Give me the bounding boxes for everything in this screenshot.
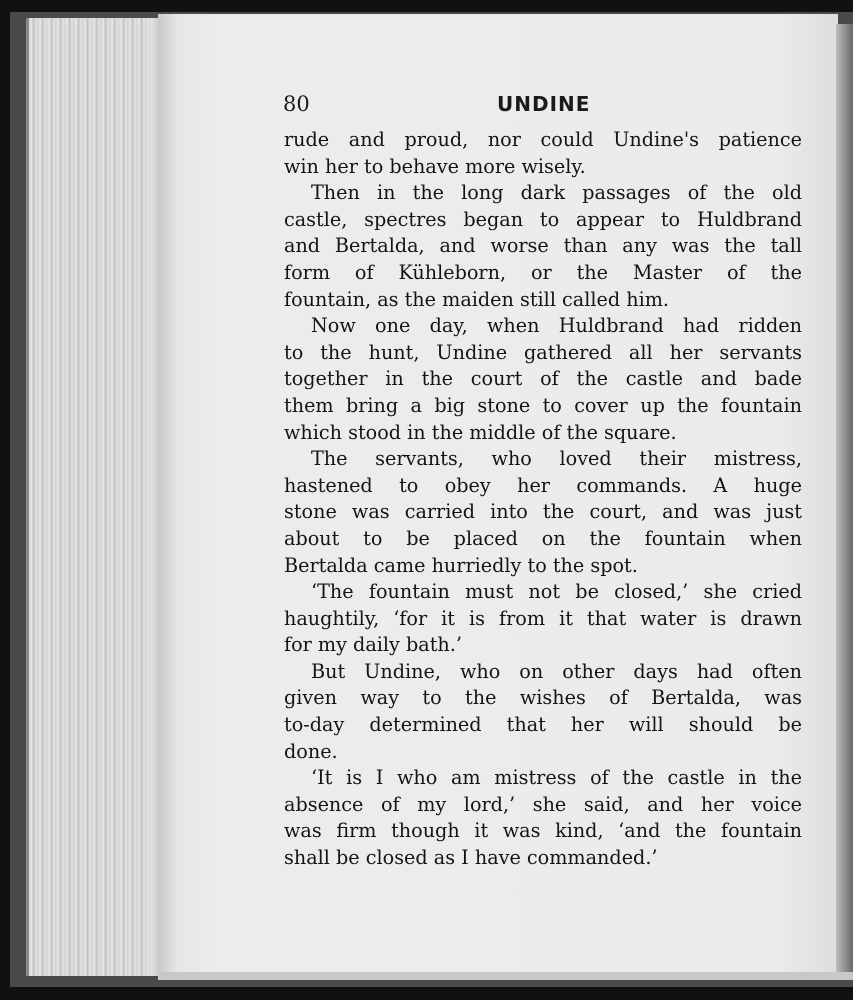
text-line: about to be placed on the fountain when [284,526,802,550]
text-line: was firm though it was kind, ‘and the fountain [284,819,802,843]
page-number: 80 [283,92,310,116]
text-line: them bring a big stone to cover up the fountain [284,393,802,417]
text-line: form of Kühleborn, or the Master of the [284,260,802,284]
text-line: Then in the long dark passages of the old [311,181,802,205]
paragraph [284,659,802,765]
text-line: Now one day, when Huldbrand had ridden [311,314,802,338]
text-line: absence of my lord,’ she said, and her voice [284,792,802,816]
text-line: The servants, who loved their mistress, [311,447,802,471]
text-line: hastened to obey her commands. A huge [284,473,802,497]
text-line: given way to the wishes of Bertalda, was [284,686,802,710]
text-line: and Bertalda, and worse than any was the tall [284,234,802,258]
paragraph [284,765,802,871]
paragraph [284,579,802,659]
text-line: Bertalda came hurriedly to the spot. [284,553,638,577]
text-line: to the hunt, Undine gathered all her servants [284,340,802,364]
text-line: for my daily bath.’ [284,633,462,657]
body-text [284,127,802,872]
page-stack-edges [26,18,164,976]
text-line: haughtily, ‘for it is from it that water is drawn [284,606,802,630]
text-line: castle, spectres began to appear to Huldbrand [284,207,802,231]
text-line: together in the court of the castle and bade [284,367,802,391]
text-line: done. [284,739,338,763]
text-line: rude and proud, nor could Undine's patience [284,128,802,151]
text-line: which stood in the middle of the square. [284,420,677,444]
text-line: shall be closed as I have commanded.’ [284,846,658,870]
running-head: UNDINE [497,92,591,116]
text-line: ‘The fountain must not be closed,’ she cried [311,580,802,604]
text-line: win her to behave more wisely. [284,154,586,178]
page-header [283,92,613,122]
text-line: ‘It is I who am mistress of the castle in the [311,766,802,790]
paragraph [284,446,802,579]
text-line: fountain, as the maiden still called him. [284,287,670,311]
paragraph [284,313,802,446]
text-line: stone was carried into the court, and was just [284,500,802,524]
page-right-shadow [836,24,853,974]
text-line: to-day determined that her will should be [284,713,802,737]
page-bottom-edge [160,972,853,980]
paragraph [284,127,802,180]
paragraph [284,180,802,313]
text-line: But Undine, who on other days had often [311,659,802,683]
